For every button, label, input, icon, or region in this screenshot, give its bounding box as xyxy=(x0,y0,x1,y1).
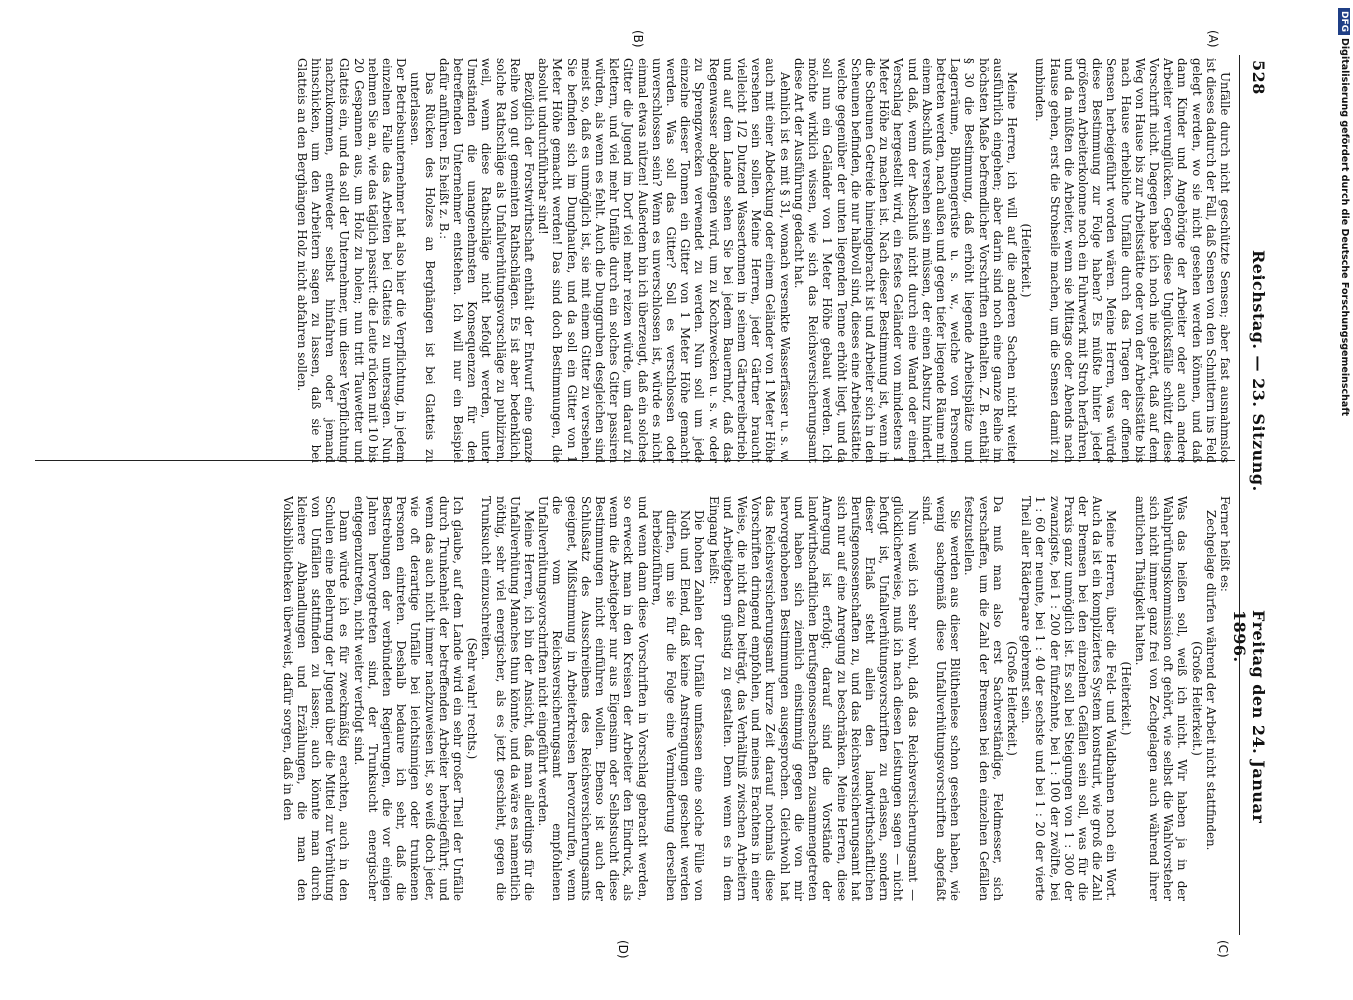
right-column-paragraph: (Große Heiterkeit.) xyxy=(1189,641,1204,756)
left-column-paragraph: Unfälle durch nicht geschützte Sensen; aber fast ausnahmslos ist dieses dadurch der Fall, daß Sensen von den Schnittern ins Feld gelegt werden, wo sie nicht gesehen werden können, und daß dann Kinder und Angehörige der Arbeiter oder auch andere Arbeiter verunglücken. Gegen diese Unglücksfälle schützt diese Vorschrift nicht. Dagegen habe ich noch nie gehört, daß auf dem Weg von Hause bis zur Arbeitsstätte oder von der Arbeitsstätte bis nach Hause erhebliche Unfälle durch das Tragen der offenen Sensen herbeigeführt worden wären. Meine Herren, was würde diese Bestimmung zur Folge haben? Es müßte hinter jeder größeren Arbeiterkolonne noch ein Fuhrwerk mit Stroh herfahren, und da müßten die Arbeiter, wenn sie Mittags oder Abends nach Hause gehen, erst die Strohseile machen, um die Sensen damit zu umbinden. xyxy=(1033,58,1232,463)
right-text-column xyxy=(37,496,1232,901)
margin-marker-a: (A) xyxy=(1206,30,1220,48)
session-date: Freitag den 24. Januar 1896. xyxy=(1230,610,1268,824)
funding-credit-text: Digitalisierung gefördert durch die Deutsche Forschungsgemeinschaft xyxy=(1339,38,1350,416)
left-column-paragraph: Meine Herren, ich will auf die anderen Sachen nicht weiter ausführlich eingehen; aber darin sind noch eine ganze Reihe im höchsten Maße befremdlicher Vorschriften enthalten. Z. B. enthält § 30 die Bestimmung, daß erhöht liegende Arbeitsplätze und Lagerräume, Bühnengerüste u. s. w., welche von Personen betreten werden, nach außen und gegen tiefer liegende Räume mit einem Abschluß versehen sein müssen, der einen Absturz hindert, und daß, wenn der Abschluß nicht durch eine Wand oder einen Verschlag hergestellt wird, ein festes Geländer von mindestens 1 Meter Höhe zu machen ist. Nach dieser Bestimmung ist, wenn in die Scheunen Getreide hineingebracht ist und Arbeiter sich in den Scheunen befinden, die nur halbvoll sind, dieses eine Arbeitsstätte, welche gegenüber der unten liegenden Tenne erhöht liegt, und da soll nun ein Geländer von 1 Meter Höhe gebaut werden. Ich möchte wirklich wissen, wie sich das Reichsversicherungsamt diese Art der Ausführung gedacht hat. xyxy=(791,58,1019,463)
right-column-paragraph: Ich glaube, auf dem Lande wird ein sehr großer Theil der Unfälle durch Trunkenheit der betreffenden Arbeiter herbeigeführt; und wenn das auch nicht immer nachzuweisen ist, so weiß doch jeder, wie oft derartige Unfälle bei leichtsinnigen oder trunkenen Personen eintreten. Deshalb bedaure ich sehr, daß die Bestrebungen der verbündeten Regierungen, die vor einigen Jahren hervorgetreten sind, der Trunksucht energischer entgegenzutreten, nicht weiter verfolgt sind. xyxy=(351,496,466,901)
left-text-column xyxy=(37,58,1232,463)
digitization-sidebar xyxy=(1338,8,1350,990)
right-column-paragraph: Meine Herren, ich bin der Ansicht, daß man allerdings für die Unfallverhütung Manches thun könnte, und da wäre es namentlich nöthig, sehr viel energischer, als es jetzt geschieht, gegen die Trunksucht einzuschreiten. xyxy=(479,496,537,901)
left-column-paragraph: Bezüglich der Forstwirthschaft enthält der Entwurf eine ganze Reihe von gut gemeinten Rathschlägen. Es ist aber bedenklich, solche Rathschläge als Unfallverhütungsvorschläge zu publiziren, weil, wenn diese Rathschläge nicht befolgt werden, unter Umständen die unangenehmsten Konsequenzen für den betreffenden Unternehmer entstehen. Ich will nur ein Beispiel dafür anführen. Es heißt z. B.: xyxy=(436,58,537,463)
left-column-paragraph: Aehnlich ist es mit § 31, wonach versenkte Wasserfässer u. s. w. auch mit einer Abdeckung oder einem Geländer von 1 Meter Höhe versehen sein sollen. Meine Herren, jeder Gärtner braucht vielleicht 1/2 Dutzend Wassertonnen in seinem Gärtnereibetrieb, und auf dem Lande sehen Sie bei jedem Bauernhof, daß das Regenwasser abgefangen wird, um zu Kochzwecken u. s. w. oder zu Sprengzwecken verwendet zu werden. Nun soll um jede einzelne dieser Tonnen ein Gitter von 1 Meter Höhe gemacht werden. Was soll das Gitter? Soll es verschlossen oder unverschlossen sein? Wenn es unverschlossen ist, würde es nicht einmal etwas nützen! Außerdem bin ich überzeugt, daß ein solches Gitter die Jugend im Dorf viel mehr reizen würde, um darauf zu klettern, und viel mehr Unfälle durch ein solches Gitter passiren würden, als wenn es fehlt. Auch die Dunggruben desgleichen sind meist so, daß es unmöglich ist, sie mit einem Gitter zu versehen. Sie befinden sich im Dunghaufen, und da soll ein Gitter von 1 Meter Höhe gemacht werden! Das sind doch Bestimmungen, die absolut undurchführbar sind! xyxy=(536,58,792,463)
left-column-paragraph: (Heiterkeit.) xyxy=(1019,223,1034,298)
dfg-logo: DFG xyxy=(1338,8,1350,35)
right-column-paragraph: Zechgelage dürfen während der Arbeit nicht stattfinden. xyxy=(1203,510,1218,851)
left-column-paragraph: Das Rücken des Holzes an Berghängen ist bei Glatteis zu unterlassen. xyxy=(408,72,437,463)
session-title: Reichstag. — 23. Sitzung. xyxy=(1249,250,1268,492)
right-column-paragraph: Sie werden aus dieser Blüthenlese schon gesehen haben, wie wenig sachgemäß diese Unfallverhütungsvorschriften abgefaßt sind. xyxy=(919,496,963,901)
funding-credit xyxy=(1338,8,1350,416)
left-column-paragraph: Der Betriebsunternehmer hat also hier die Verpflichtung, in jedem einzelnen Falle das Arbeiten bei Glatteis zu untersagen. Nun nehmen Sie an, wie das täglich passirt: die Leute rücken mit 10 bis 20 Gespannen aus, um Holz zu holen; nun tritt Tauwetter und Glatteis ein, und da soll der Unternehmer, um dieser Verpflichtung nachzukommen, entweder selbst hinfahren oder jemand hinschicken, um den Arbeitern sagen zu lassen, daß sie bei Glatteis an den Berghängen Holz nicht abfahren sollen. xyxy=(294,58,409,463)
right-column-paragraph: (Sehr wahr! rechts.) xyxy=(465,637,480,760)
right-column-paragraph: Ferner heißt es: xyxy=(1218,496,1232,592)
margin-marker-c: (C) xyxy=(1216,940,1230,958)
margin-marker-b: (B) xyxy=(631,30,645,48)
right-column-paragraph: (Große Heiterkeit.) xyxy=(1004,641,1019,756)
header-rule xyxy=(1239,55,1240,935)
right-column-paragraph: und wenn dann diese Vorschriften in Vorschlag gebracht werden, so erweckt man in den Kreisen der Arbeiter den Eindruck, als wenn die Arbeitgeber nur aus Eigensinn oder Selbstsucht diese Bestimmungen nicht einführen wollen. Ebenso ist auch der Schlußsatz des Ausschreibens des Reichsversicherungsamts geeignet, Mißstimmung in Arbeiterkreisen hervorzurufen, wenn die vom Reichsversicherungsamt empfohlenen Unfallverhütungsvorschriften nicht eingeführt werden. xyxy=(536,496,650,901)
right-column-paragraph: Die hohen Zahlen der Unfälle umfassen eine solche Fülle von Noth und Elend, daß keine Anstrengungen gescheut werden dürfen, um sie für die Folge eine Verminderung derselben herbeizuführen, xyxy=(649,510,707,901)
right-column-paragraph: Meine Herren, über die Feld- und Waldbahnen noch ein Wort. Auch da ist ein kompliziertes System konstruirt, wie groß die Zahl der Bremsen bei den einzelnen Gefällen sein soll, was für die Praxis ganz unmöglich ist. Es soll bei Steigungen von 1 : 300 der zwanzigste, bei 1 : 200 der fünfzehnte, bei 1 : 100 der zwölfte, bei 1 : 60 der neunte, bei 1 : 40 der sechste und bei 1 : 20 der vierte Theil aller Räderpaare gebremst sein. xyxy=(1019,496,1119,901)
right-column-paragraph: Was das heißen soll, weiß ich nicht. Wir haben ja in der Wahlprüfungskommission oft gehört, wie selbst die Wahlvorsteher sich nicht immer ganz frei von Zechgelagen auch während ihrer amtlichen Thätigkeit halten. xyxy=(1132,496,1190,901)
margin-marker-d: (D) xyxy=(616,940,630,959)
page-header xyxy=(1230,60,1268,880)
right-column-paragraph: Nun weiß ich sehr wohl, daß das Reichsversicherungsamt — glücklicherweise, muß ich nach diesen Leistungen sagen — nicht befugt ist, Unfallverhütungsvorschriften zu erlassen, sondern dieser Erlaß steht allein den landwirthschaftlichen Berufsgenossenschaften zu, und das Reichsversicherungsamt hat sich nur auf eine Anregung zu beschränken. Meine Herren, diese Anregung ist erfolgt; darauf sind die Vorstände der landwirthschaftlichen Berufsgenossenschaften zusammengetreten und haben sich ziemlich einstimmig gegen die von mir hervorgehobenen Bestimmungen ausgesprochen. Gleichwohl hat das Reichsversicherungsamt kurze Zeit darauf nochmals diese Vorschriften dringend empfohlen, und meines Erachtens in einer Weise, die nicht dazu beiträgt, das Verhältniß zwischen Arbeitern und Arbeitgebern günstig zu gestalten. Denn wenn es in dem Eingang heißt: xyxy=(706,496,920,901)
right-column-paragraph: Da muß man also erst Sachverständige, Feldmesser, sich verschaffen, um die Zahl der Bremsen bei den einzelnen Gefällen festzustellen. xyxy=(962,496,1005,901)
right-column-paragraph: (Heiterkeit.) xyxy=(1118,661,1133,736)
right-column-paragraph: Dann würde ich es für zweckmäßig erachten, auch in den Schulen eine Belehrung der Jugend über die Mittel zur Verhütung von Unfällen stattfinden zu lassen; auch könnte man durch kleinere Abhandlungen und Erzählungen, die man den Volksbibliotheken überweist, dafür sorgen, daß in den xyxy=(280,496,352,901)
page-number: 528 xyxy=(1249,60,1268,95)
